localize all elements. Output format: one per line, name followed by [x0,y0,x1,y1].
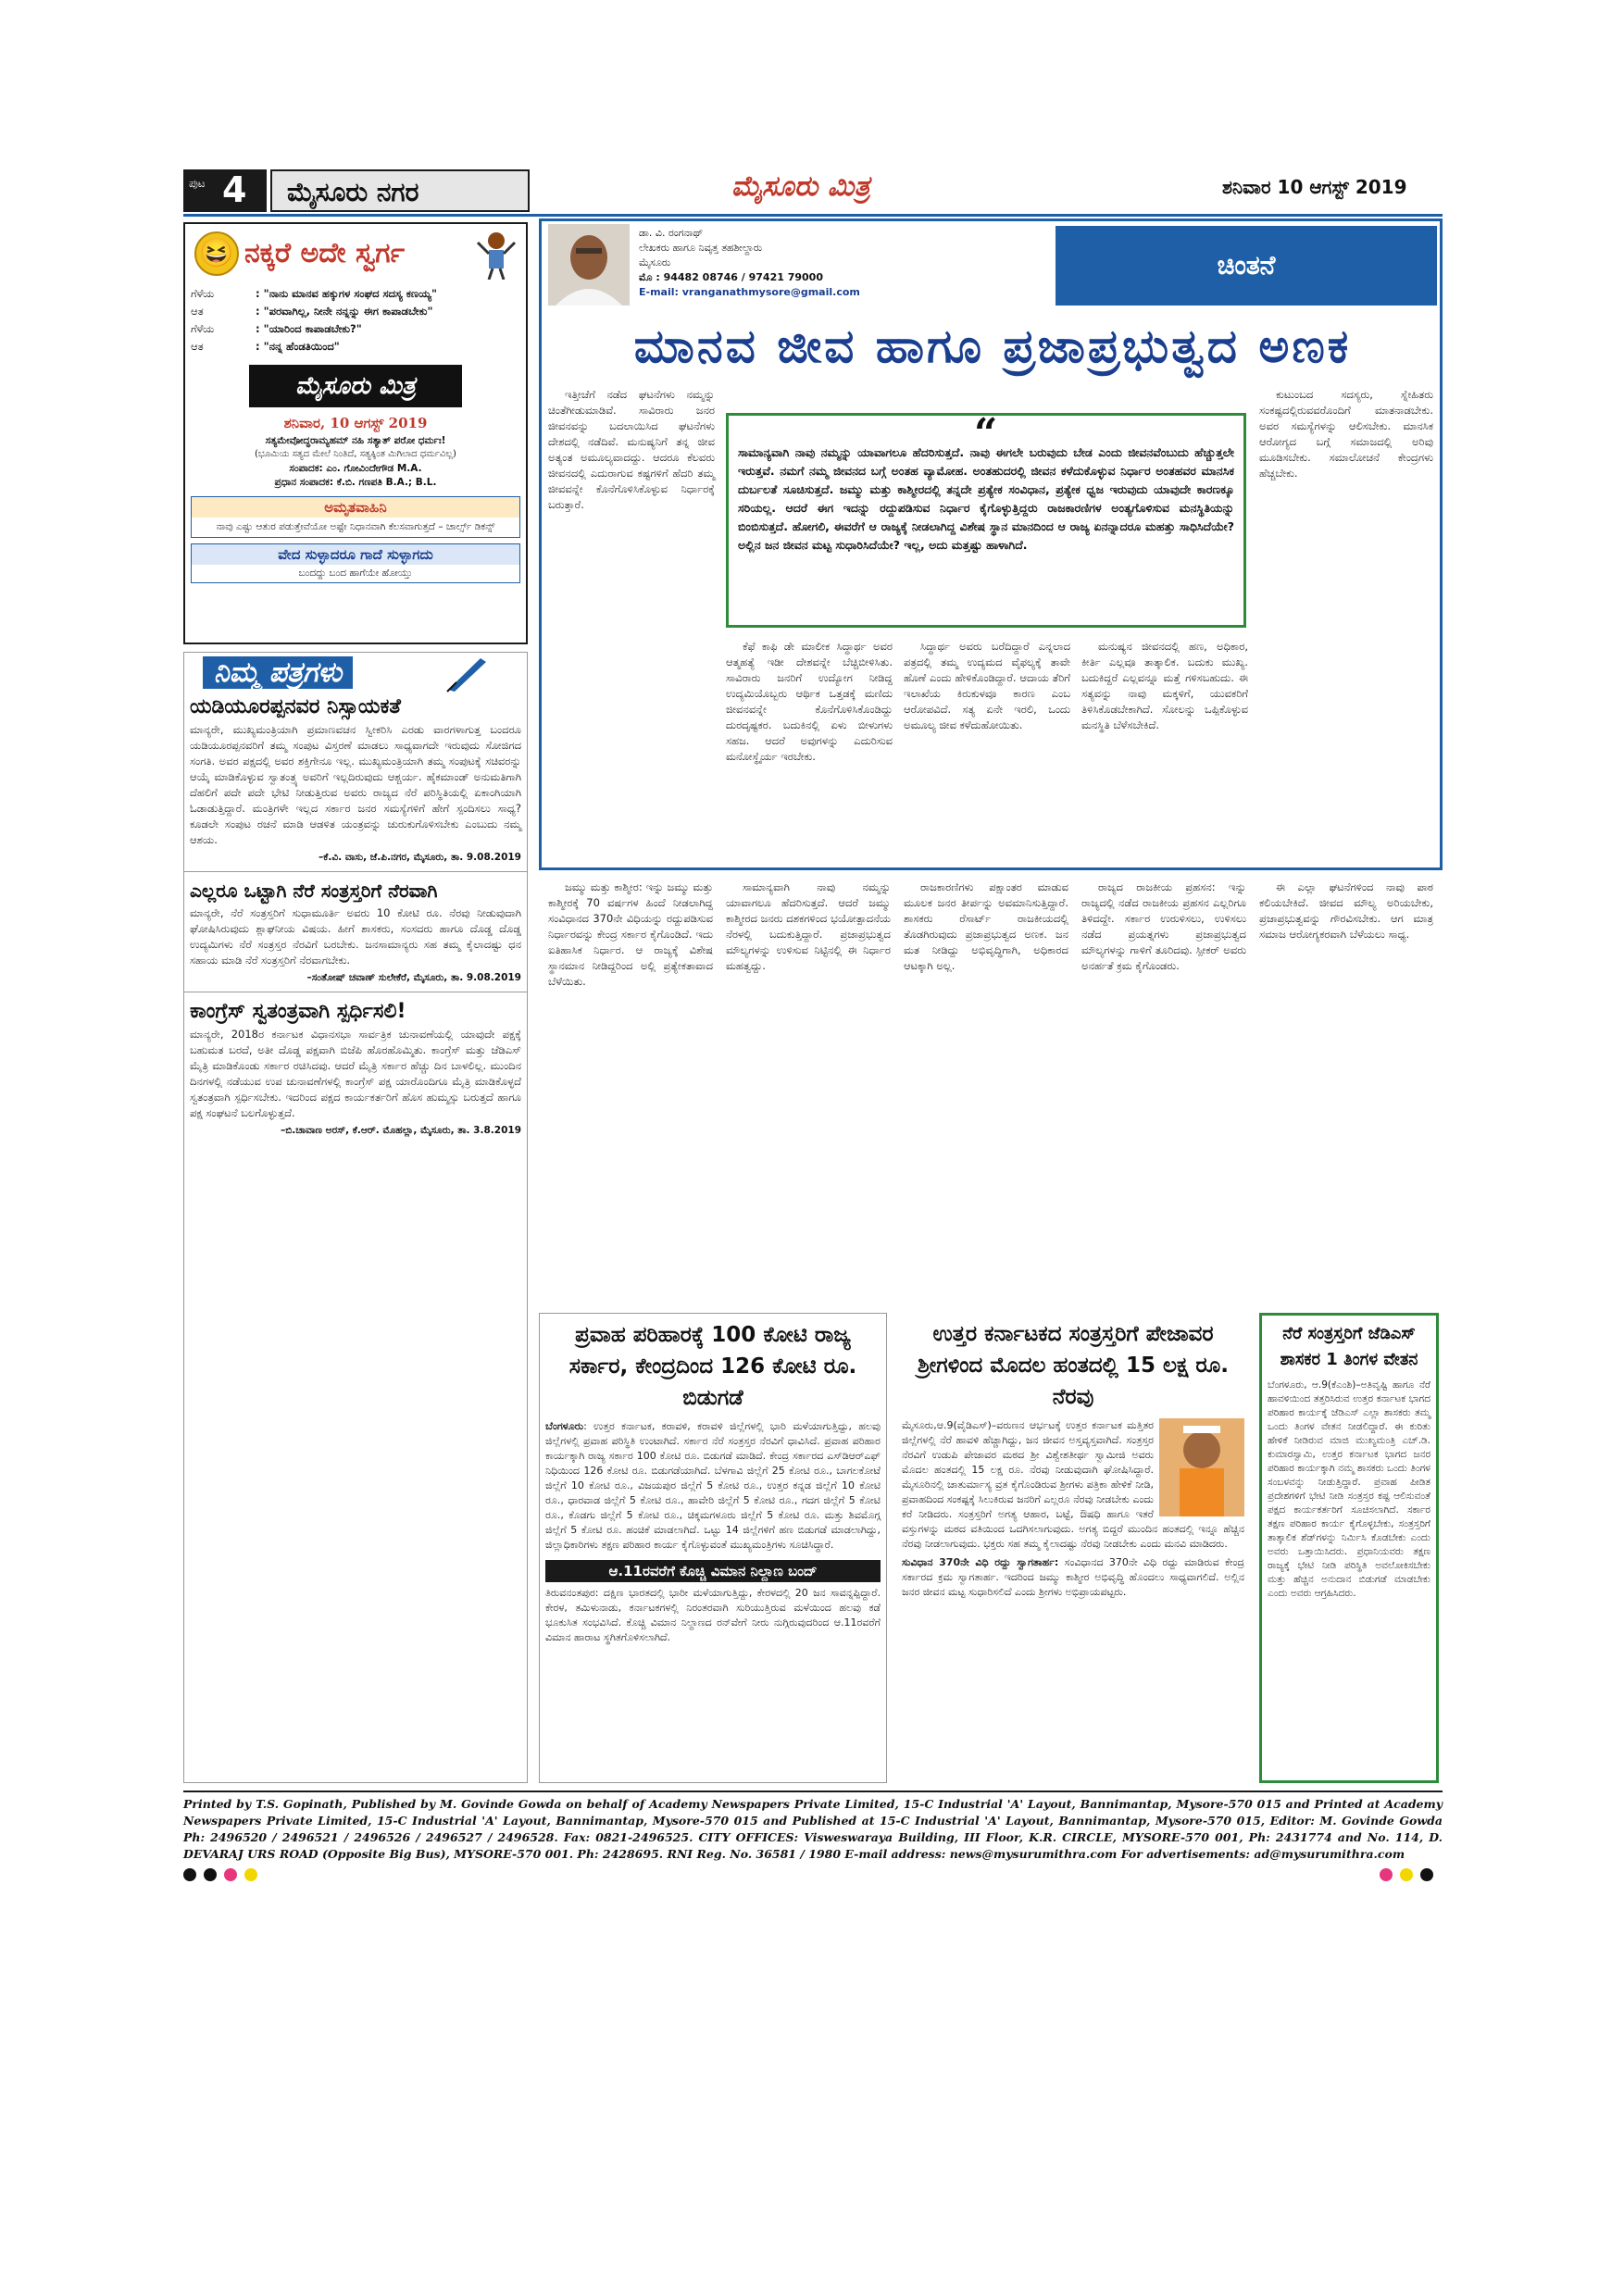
author-email: E-mail: vranganathmysore@gmail.com [639,286,860,298]
editorial-col-4 [1081,639,1248,733]
sidebar-chief-editor: ಪ್ರಧಾನ ಸಂಪಾದಕ: ಕೆ.ಬಿ. ಗಣಪತಿ B.A.; B.L. [274,477,437,488]
swamiji-photo [1159,1418,1244,1516]
sidebar-motto: ಸತ್ಯಮೇವೋದ್ಧರಾಮ್ಯಹಮ್ ನಹಿ ಸತ್ಯಾತ್ ಪರೋ ಧರ್ಮಃ! [265,435,446,446]
letter-2-signature: –ಸಂತೋಷ್ ಚವಾಣ್ ಸುಲೇಕೆರೆ, ಮೈಸೂರು, ತಾ. 9.08.2019 [306,972,521,983]
editorial-paragraph: ಸಾಮಾನ್ಯವಾಗಿ ನಾವು ನಮ್ಮನ್ನು ಯಾವಾಗಲೂ ಹೆದರಿಸುತ್ತದೆ. ಆದರೆ ಜಮ್ಮು ಕಾಶ್ಮೀರದ ಜನರು ದಶಕಗಳಿಂದ ಭಯೋತ್ಪಾದನೆಯ ನೆರಳಲ್ಲಿ ಬದುಕುತ್ತಿದ್ದಾರೆ. ಪ್ರಜಾಪ್ರಭುತ್ವದ ಮೌಲ್ಯಗಳನ್ನು ಉಳಿಸುವ ನಿಟ್ಟಿನಲ್ಲಿ ಈ ನಿರ್ಧಾರ ಮಹತ್ವದ್ದು. [726,880,891,972]
quote-mark-icon: “ [974,410,998,457]
letter-2-title: ಎಲ್ಲರೂ ಒಟ್ಟಾಗಿ ನೆರೆ ಸಂತ್ರಸ್ತರಿಗೆ ನೆರವಾಗಿ [190,880,438,902]
news-2-sub-body: ಸಂವಿಧಾನದ 370ನೇ ವಿಧಿ ರದ್ದು ಮಾಡಿರುವ ಕೇಂದ್ರ ಸರ್ಕಾರದ ಕ್ರಮ ಸ್ವಾಗತಾರ್ಹ. ಇದರಿಂದ ಜಮ್ಮು ಕಾಶ್ಮೀರ ಅಭಿವೃದ್ಧಿ ಹೊಂದಲು ಸಾಧ್ಯವಾಗಲಿದೆ. ಅಲ್ಲಿನ ಜನರ ಜೀವನ ಮಟ್ಟ ಸುಧಾರಿಸಲಿದೆ ಎಂದು ಶ್ರೀಗಳು ಅಭಿಪ್ರಾಯಪಟ್ಟರು. [902,1556,1245,1598]
author-phone: ಮೊ : 94482 08746 / 97421 79000 [639,271,823,283]
sidebar-masthead: ಮೈಸೂರು ಮಿತ್ರ [249,365,462,407]
news-1-sub-headline: ಆ.11ರವರೆಗೆ ಕೊಚ್ಚಿ ವಿಮಾನ ನಿಲ್ದಾಣ ಬಂದ್ [545,1560,881,1582]
laughing-face-icon: 😆 [194,231,239,276]
proverb-box [191,543,520,583]
editorial-col-1 [548,387,715,513]
registration-dot [183,1868,196,1881]
news-1-dateline: ಬೆಂಗಳೂರು [545,1420,584,1432]
author-desc: ಲೇಖಕರು ಹಾಗೂ ನಿವೃತ್ತ ತಹಶೀಲ್ದಾರು [639,242,763,254]
footer-rule [183,1791,1443,1792]
joke-speaker: ಗೆಳೆಯ [191,287,215,300]
editorial-col-4b [1081,880,1246,974]
news-1-body-text: ಉತ್ತರ ಕರ್ನಾಟಕ, ಕರಾವಳಿ, ಕರಾವಳಿ ಜಿಲ್ಲೆಗಳಲ್ಲಿ ಭಾರಿ ಮಳೆಯಾಗುತ್ತಿದ್ದು, ಹಲವು ಜಿಲ್ಲೆಗಳಲ್ಲಿ ಪ್ರವಾಹ ಪರಿಸ್ಥಿತಿ ಉಂಟಾಗಿದೆ. ಸರ್ಕಾರ ನೆರೆ ಸಂತ್ರಸ್ತರ ನೆರವಿಗೆ ಧಾವಿಸಿದೆ. ಪ್ರವಾಹ ಪರಿಹಾರ ಕಾರ್ಯಕ್ಕಾಗಿ ರಾಜ್ಯ ಸರ್ಕಾರ 100 ಕೋಟಿ ರೂ. ಬಿಡುಗಡೆ ಮಾಡಿದೆ. ಕೇಂದ್ರ ಸರ್ಕಾರದ ಎಸ್‌ಡಿಆರ್‌ಎಫ್ ನಿಧಿಯಿಂದ 126 ಕೋಟಿ ರೂ. ಬಿಡುಗಡೆಯಾಗಿದೆ. ಬೆಳಗಾವಿ ಜಿಲ್ಲೆಗೆ 25 ಕೋಟಿ ರೂ., ಬಾಗಲಕೋಟೆ ಜಿಲ್ಲೆಗೆ 10 ಕೋಟಿ ರೂ., ವಿಜಯಪುರ ಜಿಲ್ಲೆಗೆ 5 ಕೋಟಿ ರೂ., ಉತ್ತರ ಕನ್ನಡ ಜಿಲ್ಲೆಗೆ 10 ಕೋಟಿ ರೂ., ಧಾರವಾಡ ಜಿಲ್ಲೆಗೆ 5 ಕೋಟಿ ರೂ., ಹಾವೇರಿ ಜಿಲ್ಲೆಗೆ 5 ಕೋಟಿ ರೂ., ಗದಗ ಜಿಲ್ಲೆಗೆ 5 ಕೋಟಿ ರೂ., ಕೊಡಗು ಜಿಲ್ಲೆಗೆ 5 ಕೋಟಿ ರೂ., ಚಿಕ್ಕಮಗಳೂರು ಜಿಲ್ಲೆಗೆ 5 ಕೋಟಿ ರೂ. ಮತ್ತು ಶಿವಮೊಗ್ಗ ಜಿಲ್ಲೆಗೆ 5 ಕೋಟಿ ರೂ. ಹಂಚಿಕೆ ಮಾಡಲಾಗಿದೆ. ಒಟ್ಟು 14 ಜಿಲ್ಲೆಗಳಿಗೆ ಹಣ ಬಿಡುಗಡೆ ಮಾಡಲಾಗಿದ್ದು, ಜಿಲ್ಲಾಧಿಕಾರಿಗಳು ತಕ್ಷಣ ಪರಿಹಾರ ಕಾರ್ಯ ಕೈಗೊಳ್ಳುವಂತೆ ಮುಖ್ಯಮಂತ್ರಿಗಳು ಸೂಚಿಸಿದ್ದಾರೆ. [545,1420,881,1551]
quote-text: ನಾವು ಎಷ್ಟು ಆತುರ ಪಡುತ್ತೇವೆಯೋ ಅಷ್ಟೇ ನಿಧಾನವಾಗಿ ಕೆಲಸವಾಗುತ್ತದೆ – ಚಾರ್ಲ್ಸ್ ಡಿಕನ್ಸ್ [216,521,495,532]
joke-line [191,285,520,303]
page-number-box [183,169,267,212]
news-1-headline: ಪ್ರವಾಹ ಪರಿಹಾರಕ್ಕೆ 100 ಕೋಟಿ ರಾಜ್ಯ ಸರ್ಕಾರ, ಕೇಂದ್ರದಿಂದ 126 ಕೋಟಿ ರೂ. ಬಿಡುಗಡೆ [568,1323,857,1410]
pullquote-box [726,410,1246,628]
joke-line [191,320,520,338]
letter-1-title: ಯಡಿಯೂರಪ್ಪನವರ ನಿಸ್ಸಾಯಕತೆ [190,695,401,718]
section-title-text: ಮೈಸೂರು ನಗರ [287,177,419,207]
editorial-paragraph: ಕೆಫೆ ಕಾಫಿ ಡೇ ಮಾಲೀಕ ಸಿದ್ಧಾರ್ಥ ಅವರ ಆತ್ಮಹತ್ಯೆ ಇಡೀ ದೇಶವನ್ನೇ ಬೆಚ್ಚಿಬೀಳಿಸಿತು. ಸಾವಿರಾರು ಜನರಿಗೆ ಉದ್ಯೋಗ ನೀಡಿದ್ದ ಉದ್ಯಮಿಯೊಬ್ಬರು ಆರ್ಥಿಕ ಒತ್ತಡಕ್ಕೆ ಮಣಿದು ಜೀವನವನ್ನೇ ಕೊನೆಗೊಳಿಸಿಕೊಂಡಿದ್ದು ದುರದೃಷ್ಟಕರ. ಬದುಕಿನಲ್ಲಿ ಏಳು ಬೀಳುಗಳು ಸಹಜ. ಆದರೆ ಅವುಗಳನ್ನು ಎದುರಿಸುವ ಮನೋಸ್ಥೈರ್ಯ ಇರಬೇಕು. [726,640,893,763]
letter-1 [184,695,527,864]
registration-dot [1400,1868,1413,1881]
editorial-col-2b [726,880,891,974]
joke-lines [191,285,520,356]
editorial-paragraph: ಮನುಷ್ಯನ ಜೀವನದಲ್ಲಿ ಹಣ, ಅಧಿಕಾರ, ಕೀರ್ತಿ ಎಲ್ಲವೂ ತಾತ್ಕಾಲಿಕ. ಬದುಕು ಮುಖ್ಯ. ಬದುಕಿದ್ದರೆ ಎಲ್ಲವನ್ನೂ ಮತ್ತೆ ಗಳಿಸಬಹುದು. ಈ ಸತ್ಯವನ್ನು ನಾವು ಮಕ್ಕಳಿಗೆ, ಯುವಕರಿಗೆ ತಿಳಿಸಿಕೊಡಬೇಕಾಗಿದೆ. ಸೋಲನ್ನು ಒಪ್ಪಿಕೊಳ್ಳುವ ಮನಸ್ಥಿತಿ ಬೆಳೆಸಬೇಕಿದೆ. [1081,640,1248,731]
page-number: 4 [222,169,247,210]
letters-column [183,652,528,1783]
page-label: ಪುಟ [189,177,206,190]
joke-header [191,230,520,283]
registration-dot [244,1868,257,1881]
news-1-sub-body: ತಿರುವನಂತಪುರ: ದಕ್ಷಿಣ ಭಾರತದಲ್ಲಿ ಭಾರೀ ಮಳೆಯಾಗುತ್ತಿದ್ದು, ಕೇರಳದಲ್ಲಿ 20 ಜನ ಸಾವನ್ನಪ್ಪಿದ್ದಾರೆ. ಕೇರಳ, ತಮಿಳುನಾಡು, ಕರ್ನಾಟಕಗಳಲ್ಲಿ ನಿರಂತರವಾಗಿ ಸುರಿಯುತ್ತಿರುವ ಮಳೆಯಿಂದ ಹಲವು ಕಡೆ ಭೂಕುಸಿತ ಸಂಭವಿಸಿದೆ. ಕೊಚ್ಚಿ ವಿಮಾನ ನಿಲ್ದಾಣದ ರನ್‌ವೇಗೆ ನೀರು ನುಗ್ಗಿರುವುದರಿಂದ ಆ.11ರವರೆಗೆ ವಿಮಾನ ಹಾರಾಟ ಸ್ಥಗಿತಗೊಳಿಸಲಾಗಿದೆ. [545,1587,881,1643]
header-date: ಶನಿವಾರ 10 ಆಗಸ್ಟ್ 2019 [1222,176,1407,198]
quill-icon [443,655,490,697]
joke-text: : "ನನ್ನ ಹೆಂಡತಿಯಿಂದ" [256,340,340,353]
editorial-col-2 [726,639,893,765]
registration-dot [1380,1868,1393,1881]
letter-3-body: ಮಾನ್ಯರೇ, 2018ರ ಕರ್ನಾಟಕ ವಿಧಾನಸಭಾ ಸಾರ್ವತ್ರಿಕ ಚುನಾವಣೆಯಲ್ಲಿ ಯಾವುದೇ ಪಕ್ಷಕ್ಕೆ ಬಹುಮತ ಬರದೆ, ಅತೀ ದೊಡ್ಡ ಪಕ್ಷವಾಗಿ ಬಿಜೆಪಿ ಹೊರಹೊಮ್ಮಿತು. ಕಾಂಗ್ರೆಸ್ ಮತ್ತು ಜೆಡಿಎಸ್ ಮೈತ್ರಿ ಮಾಡಿಕೊಂಡು ಸರ್ಕಾರ ರಚಿಸಿದವು. ಆದರೆ ಮೈತ್ರಿ ಸರ್ಕಾರ ಹೆಚ್ಚು ದಿನ ಬಾಳಲಿಲ್ಲ. ಮುಂದಿನ ದಿನಗಳಲ್ಲಿ ನಡೆಯುವ ಉಪ ಚುನಾವಣೆಗಳಲ್ಲಿ ಕಾಂಗ್ರೆಸ್ ಪಕ್ಷ ಯಾರೊಂದಿಗೂ ಮೈತ್ರಿ ಮಾಡಿಕೊಳ್ಳದೆ ಸ್ವತಂತ್ರವಾಗಿ ಸ್ಪರ್ಧಿಸಬೇಕು. ಇದರಿಂದ ಪಕ್ಷದ ಕಾರ್ಯಕರ್ತರಿಗೆ ಹೊಸ ಹುಮ್ಮಸ್ಸು ಬರುತ್ತದೆ ಹಾಗೂ ಪಕ್ಷ ಸಂಘಟನೆ ಬಲಗೊಳ್ಳುತ್ತದೆ. [190,1028,521,1119]
editorial-col-3b [904,880,1068,974]
quote-box [191,496,520,538]
editorial-paragraph: ರಾಜ್ಯದ ರಾಜಕೀಯ ಪ್ರಹಸನ: ಇನ್ನು ರಾಜ್ಯದಲ್ಲಿ ನಡೆದ ರಾಜಕೀಯ ಪ್ರಹಸನ ಎಲ್ಲರಿಗೂ ತಿಳಿದದ್ದೇ. ಸರ್ಕಾರ ಉರುಳಿಸಲು, ಉಳಿಸಲು ನಡೆದ ಪ್ರಯತ್ನಗಳು ಪ್ರಜಾಪ್ರಭುತ್ವದ ಮೌಲ್ಯಗಳನ್ನು ಗಾಳಿಗೆ ತೂರಿದವು. ಸ್ಪೀಕರ್ ಅವರು ಅನರ್ಹತೆ ಕ್ರಮ ಕೈಗೊಂಡರು. [1081,880,1246,972]
joke-speaker: ಗೆಳೆಯ [191,322,215,335]
info-box [183,222,528,644]
pullquote-text: ಸಾಮಾನ್ಯವಾಗಿ ನಾವು ನಮ್ಮನ್ನು ಯಾವಾಗಲೂ ಹೆದರಿಸುತ್ತದೆ. ನಾವು ಈಗಲೇ ಬರುವುದು ಬೇಡ ಎಂದು ಜೀವನವೆಂಬುದು ಹೆಚ್ಚುತ್ತಲೇ ಇರುತ್ತವೆ. ನಮಗೆ ನಮ್ಮ ಜೀವನದ ಬಗ್ಗೆ ಅಂತಹ ವ್ಯಾಮೋಹ. ಅಂತಹುದರಲ್ಲಿ ಜೀವನ ಕಳೆದುಕೊಳ್ಳುವ ನಿರ್ಧಾರ ಅಂತಹವರ ಮಾನಸಿಕ ದುರ್ಬಲತೆ ಸೂಚಿಸುತ್ತದೆ. ಜಮ್ಮು ಮತ್ತು ಕಾಶ್ಮೀರದಲ್ಲಿ ತನ್ನದೇ ಪ್ರತ್ಯೇಕ ಸಂವಿಧಾನ, ಪ್ರತ್ಯೇಕ ಧ್ವಜ ಇರುವುದು ಯಾವುದೇ ಕಾರಣಕ್ಕೂ ಸರಿಯಲ್ಲ. ಆದರೆ ಈಗ ಇದನ್ನು ರದ್ದುಪಡಿಸುವ ನಿರ್ಧಾರ ಕೈಗೊಳ್ಳುತ್ತಿದ್ದರು ರಾಜಕಾರಣಿಗಳ ಅಂತ್ಯಗೊಳಿಸುವ ಮನಸ್ಥಿತಿಯನ್ನು ಬಿಂಬಿಸುತ್ತದೆ. ಹೋಗಲಿ, ಈವರೆಗೆ ಆ ರಾಜ್ಯಕ್ಕೆ ನೀಡಲಾಗಿದ್ದ ವಿಶೇಷ ಸ್ಥಾನ ಮಾನದಿಂದ ಆ ರಾಜ್ಯ ಏನನ್ನಾದರೂ ಮಹತ್ತು ಸಾಧಿಸಿದೆಯೇ? ಅಲ್ಲಿನ ಜನ ಜೀವನ ಮಟ್ಟ ಸುಧಾರಿಸಿದೆಯೇ? ಇಲ್ಲ, ಅದು ಮತ್ತಷ್ಟು ಹಾಳಾಗಿದೆ. [738,445,1234,552]
author-name: ಡಾ. ವಿ. ರಂಗನಾಥ್ [639,227,704,239]
news-2-headline: ಉತ್ತರ ಕರ್ನಾಟಕದ ಸಂತ್ರಸ್ತರಿಗೆ ಪೇಜಾವರ ಶ್ರೀಗಳಿಂದ ಮೊದಲ ಹಂತದಲ್ಲಿ 15 ಲಕ್ಷ ರೂ. ನೆರವು [918,1322,1229,1409]
registration-dot [204,1868,217,1881]
sidebar-editor: ಸಂಪಾದಕ: ಎಂ. ಗೋವಿಂದೇಗೌಡ M.A. [289,463,422,474]
proverb-text: ಬಂದದ್ದು ಬಂದ ಹಾಗೆಯೇ ಹೋಯ್ತು [298,568,413,579]
author-city: ಮೈಸೂರು [639,256,671,268]
letter-3 [184,1000,527,1137]
joke-line [191,303,520,320]
editorial-col-3 [904,639,1070,733]
registration-dot [1420,1868,1433,1881]
quote-title: ಅಮೃತವಾಹಿನಿ [192,497,519,518]
joke-line [191,338,520,356]
editorial-col-5 [1259,387,1433,481]
section-title [270,169,530,212]
editorial-paragraph: ರಾಜಕಾರಣಿಗಳು ಪಕ್ಷಾಂತರ ಮಾಡುವ ಮೂಲಕ ಜನರ ತೀರ್ಪನ್ನು ಅವಮಾನಿಸುತ್ತಿದ್ದಾರೆ. ಶಾಸಕರು ರೆಸಾರ್ಟ್ ರಾಜಕೀಯದಲ್ಲಿ ತೊಡಗಿರುವುದು ಪ್ರಜಾಪ್ರಭುತ್ವದ ಅಣಕ. ಜನ ಮತ ನೀಡಿದ್ದು ಅಭಿವೃದ್ಧಿಗಾಗಿ, ಅಧಿಕಾರದ ಆಟಕ್ಕಾಗಿ ಅಲ್ಲ. [904,880,1068,972]
column-name-text: ಚಿಂತನೆ [1217,250,1276,281]
news-1-body: ಬೆಂಗಳೂರು: ಉತ್ತರ ಕರ್ನಾಟಕ, ಕರಾವಳಿ, ಕರಾವಳಿ ಜಿಲ್ಲೆಗಳಲ್ಲಿ ಭಾರಿ ಮಳೆಯಾಗುತ್ತಿದ್ದು, ಹಲವು ಜಿಲ್ಲೆಗಳಲ್ಲಿ ಪ್ರವಾಹ ಪರಿಸ್ಥಿತಿ ಉಂಟಾಗಿದೆ. ಸರ್ಕಾರ ನೆರೆ ಸಂತ್ರಸ್ತರ ನೆರವಿಗೆ ಧಾವಿಸಿದೆ. ಪ್ರವಾಹ ಪರಿಹಾರ ಕಾರ್ಯಕ್ಕಾಗಿ ರಾಜ್ಯ ಸರ್ಕಾರ 100 ಕೋಟಿ ರೂ. ಬಿಡುಗಡೆ ಮಾಡಿದೆ. ಕೇಂದ್ರ ಸರ್ಕಾರದ ಎಸ್‌ಡಿಆರ್‌ಎಫ್ ನಿಧಿಯಿಂದ 126 ಕೋಟಿ ರೂ. ಬಿಡುಗಡೆಯಾಗಿದೆ. ಬೆಳಗಾವಿ ಜಿಲ್ಲೆಗೆ 25 ಕೋಟಿ ರೂ., ಬಾಗಲಕೋಟೆ ಜಿಲ್ಲೆಗೆ 10 ಕೋಟಿ ರೂ., ವಿಜಯಪುರ ಜಿಲ್ಲೆಗೆ 5 ಕೋಟಿ ರೂ., ಉತ್ತರ ಕನ್ನಡ ಜಿಲ್ಲೆಗೆ 10 ಕೋಟಿ ರೂ., ಧಾರವಾಡ ಜಿಲ್ಲೆಗೆ 5 ಕೋಟಿ ರೂ., ಹಾವೇರಿ ಜಿಲ್ಲೆಗೆ 5 ಕೋಟಿ ರೂ., ಗದಗ ಜಿಲ್ಲೆಗೆ 5 ಕೋಟಿ ರೂ., ಕೊಡಗು ಜಿಲ್ಲೆಗೆ 5 ಕೋಟಿ ರೂ., ಚಿಕ್ಕಮಗಳೂರು ಜಿಲ್ಲೆಗೆ 5 ಕೋಟಿ ರೂ. ಮತ್ತು ಶಿವಮೊಗ್ಗ ಜಿಲ್ಲೆಗೆ 5 ಕೋಟಿ ರೂ. ಹಂಚಿಕೆ ಮಾಡಲಾಗಿದೆ. ಒಟ್ಟು 14 ಜಿಲ್ಲೆಗಳಿಗೆ ಹಣ ಬಿಡುಗಡೆ ಮಾಡಲಾಗಿದ್ದು, ಜಿಲ್ಲಾಧಿಕಾರಿಗಳು ತಕ್ಷಣ ಪರಿಹಾರ ಕಾರ್ಯ ಕೈಗೊಳ್ಳುವಂತೆ ಮುಖ್ಯಮಂತ್ರಿಗಳು ಸೂಚಿಸಿದ್ದಾರೆ. [545,1420,881,1551]
editorial-paragraph: ಇತ್ತೀಚೆಗೆ ನಡೆದ ಘಟನೆಗಳು ನಮ್ಮನ್ನು ಚಿಂತೆಗೀಡುಮಾಡಿವೆ. ಸಾವಿರಾರು ಜನರ ಜೀವನವನ್ನು ಬದಲಾಯಿಸಿದ ಘಟನೆಗಳು ದೇಶದಲ್ಲಿ ನಡೆದಿವೆ. ಮನುಷ್ಯನಿಗೆ ತನ್ನ ಜೀವ ಅತ್ಯಂತ ಅಮೂಲ್ಯವಾದದ್ದು. ಆದರೂ ಕೆಲವರು ಜೀವನದಲ್ಲಿ ಎದುರಾಗುವ ಕಷ್ಟಗಳಿಗೆ ಹೆದರಿ ತಮ್ಮ ಜೀವವನ್ನೇ ಕೊನೆಗೊಳಿಸಿಕೊಳ್ಳುವ ನಿರ್ಧಾರಕ್ಕೆ ಬರುತ್ತಾರೆ. [548,388,715,511]
letter-2-body: ಮಾನ್ಯರೇ, ನೆರೆ ಸಂತ್ರಸ್ತರಿಗೆ ಸುಧಾಮೂರ್ತಿ ಅವರು 10 ಕೋಟಿ ರೂ. ನೆರವು ನೀಡುವುದಾಗಿ ಘೋಷಿಸಿರುವುದು ಶ್ಲಾಘನೀಯ ವಿಷಯ. ಹೀಗೆ ಶಾಸಕರು, ಸಂಸದರು ಹಾಗೂ ದೊಡ್ಡ ದೊಡ್ಡ ಉದ್ಯಮಿಗಳು ನೆರೆ ಸಂತ್ರಸ್ತರ ನೆರವಿಗೆ ಬರಬೇಕು. ಜನಸಾಮಾನ್ಯರು ಸಹ ತಮ್ಮ ಕೈಲಾದಷ್ಟು ಧನ ಸಹಾಯ ಮಾಡಿ ನೆರೆ ಸಂತ್ರಸ್ತರಿಗೆ ನೆರವಾಗಬೇಕು. [190,906,521,967]
joke-speaker: ಆತ [191,305,204,318]
joke-text: : "ಪರವಾಗಿಲ್ಲ, ನೀನೇ ನನ್ನನ್ನು ಈಗ ಕಾಪಾಡಬೇಕು" [256,305,433,318]
editorial-col-1b [548,880,713,990]
editorial-headline: ಮಾನವ ಜೀವ ಹಾಗೂ ಪ್ರಜಾಪ್ರಭುತ್ವದ ಅಣಕ [633,319,1352,373]
author-info [639,226,860,300]
news-1 [539,1313,887,1783]
news-2-sub [902,1555,1244,1600]
joke-title: ನಕ್ಕರೆ ಅದೇ ಸ್ವರ್ಗ [244,237,406,269]
news-2-body: ಮೈಸೂರು,ಆ.9(ವೈಡಿಎಸ್)–ವರುಣನ ಆರ್ಭಟಕ್ಕೆ ಉತ್ತರ ಕರ್ನಾಟಕ ಮತ್ತಿತರ ಜಿಲ್ಲೆಗಳಲ್ಲಿ ನೆರೆ ಹಾವಳಿ ಹೆಚ್ಚಾಗಿದ್ದು, ಜನ ಜೀವನ ಅಸ್ತವ್ಯಸ್ತವಾಗಿದೆ. ಸಂತ್ರಸ್ತರ ನೆರವಿಗೆ ಉಡುಪಿ ಪೇಜಾವರ ಮಠದ ಶ್ರೀ ವಿಶ್ವೇಶತೀರ್ಥ ಸ್ವಾಮೀಜಿ ಅವರು ಮೊದಲ ಹಂತದಲ್ಲಿ 15 ಲಕ್ಷ ರೂ. ನೆರವು ನೀಡುವುದಾಗಿ ಘೋಷಿಸಿದ್ದಾರೆ. ಮೈಸೂರಿನಲ್ಲಿ ಚಾತುರ್ಮಾಸ್ಯ ವ್ರತ ಕೈಗೊಂಡಿರುವ ಶ್ರೀಗಳು ಪತ್ರಿಕಾ ಹೇಳಿಕೆ ನೀಡಿ, ಪ್ರವಾಹದಿಂದ ಸಂಕಷ್ಟಕ್ಕೆ ಸಿಲುಕಿರುವ ಜನರಿಗೆ ಎಲ್ಲರೂ ನೆರವು ನೀಡಬೇಕು ಎಂದು ಕರೆ ನೀಡಿದರು. ಸಂತ್ರಸ್ತರಿಗೆ ಅಗತ್ಯ ಆಹಾರ, ಬಟ್ಟೆ, ಔಷಧಿ ಹಾಗೂ ಇತರೆ ವಸ್ತುಗಳನ್ನು ಮಠದ ವತಿಯಿಂದ ಒದಗಿಸಲಾಗುವುದು. ಅಗತ್ಯ ಬಿದ್ದರೆ ಮುಂದಿನ ಹಂತದಲ್ಲಿ ಇನ್ನೂ ಹೆಚ್ಚಿನ ನೆರವು ನೀಡಲಾಗುವುದು. ಭಕ್ತರು ಸಹ ತಮ್ಮ ಕೈಲಾದಷ್ಟು ನೆರವು ನೀಡಬೇಕು ಎಂದು ಮನವಿ ಮಾಡಿದರು. [902,1419,1244,1550]
sidebar-date: ಶನಿವಾರ, 10 ಆಗಸ್ಟ್ 2019 [283,415,428,431]
news-3-body: ಬೆಂಗಳೂರು, ಆ.9(ಕೆಎಂಶಿ)–ಅತಿವೃಷ್ಟಿ ಹಾಗೂ ನೆರೆ ಹಾವಳಿಯಿಂದ ತತ್ತರಿಸಿರುವ ಉತ್ತರ ಕರ್ನಾಟಕ ಭಾಗದ ಪರಿಹಾರ ಕಾರ್ಯಕ್ಕೆ ಜೆಡಿಎಸ್ ಎಲ್ಲಾ ಶಾಸಕರು ತಮ್ಮ ಒಂದು ತಿಂಗಳ ವೇತನ ನೀಡಲಿದ್ದಾರೆ. ಈ ಕುರಿತು ಹೇಳಿಕೆ ನೀಡಿರುವ ಮಾಜಿ ಮುಖ್ಯಮಂತ್ರಿ ಎಚ್.ಡಿ. ಕುಮಾರಸ್ವಾಮಿ, ಉತ್ತರ ಕರ್ನಾಟಕ ಭಾಗದ ಜನರ ಪರಿಹಾರ ಕಾರ್ಯಕ್ಕಾಗಿ ನಮ್ಮ ಶಾಸಕರು ಒಂದು ತಿಂಗಳ ಸಂಬಳವನ್ನು ನೀಡುತ್ತಿದ್ದಾರೆ. ಪ್ರವಾಹ ಪೀಡಿತ ಪ್ರದೇಶಗಳಿಗೆ ಭೇಟಿ ನೀಡಿ ಸಂತ್ರಸ್ತರ ಕಷ್ಟ ಆಲಿಸುವಂತೆ ಪಕ್ಷದ ಕಾರ್ಯಕರ್ತರಿಗೆ ಸೂಚಿಸಲಾಗಿದೆ. ಸರ್ಕಾರ ತಕ್ಷಣ ಪರಿಹಾರ ಕಾರ್ಯ ಕೈಗೊಳ್ಳಬೇಕು, ಸಂತ್ರಸ್ತರಿಗೆ ತಾತ್ಕಾಲಿಕ ಶೆಡ್‌ಗಳನ್ನು ನಿರ್ಮಿಸಿ ಕೊಡಬೇಕು ಎಂದು ಅವರು ಒತ್ತಾಯಿಸಿದರು. ಪ್ರಧಾನಿಯವರು ತಕ್ಷಣ ರಾಜ್ಯಕ್ಕೆ ಭೇಟಿ ನೀಡಿ ಪರಿಸ್ಥಿತಿ ಅವಲೋಕಿಸಬೇಕು ಮತ್ತು ಹೆಚ್ಚಿನ ಅನುದಾನ ಬಿಡುಗಡೆ ಮಾಡಬೇಕು ಎಂದು ಅವರು ಆಗ್ರಹಿಸಿದರು. [1268,1379,1430,1599]
letter-1-signature: –ಕೆ.ವಿ. ವಾಸು, ಜೆ.ಪಿ.ನಗರ, ಮೈಸೂರು, ತಾ. 9.08.2019 [318,852,521,863]
letter-2 [184,880,527,984]
sidebar-motto-translation: (ಭೂಮಿಯ ಸತ್ಯದ ಮೇಲೆ ನಿಂತಿದೆ, ಸತ್ಯಕ್ಕಿಂತ ಮಿಗಿಲಾದ ಧರ್ಮವಿಲ್ಲ) [255,449,456,459]
editorial-col-5b [1259,880,1433,942]
letter-3-signature: –ಬಿ.ಚಾವಾಣ ಅರಸ್, ಕೆ.ಆರ್. ಮೊಹಲ್ಲಾ, ಮೈಸೂರು, ತಾ. 3.8.2019 [280,1125,521,1136]
cartoon-figure-icon [476,230,517,280]
news-3 [1259,1313,1439,1783]
joke-text: : "ನಾನು ಮಾನವ ಹಕ್ಕುಗಳ ಸಂಘದ ಸದಸ್ಯ ಕಣಯ್ಯ" [256,287,437,300]
joke-speaker: ಆತ [191,340,204,353]
header-rule [183,214,1443,217]
divider [184,871,527,872]
letter-1-body: ಮಾನ್ಯರೇ, ಮುಖ್ಯಮಂತ್ರಿಯಾಗಿ ಪ್ರಮಾಣವಚನ ಸ್ವೀಕರಿಸಿ ಎರಡು ವಾರಗಳಾಗುತ್ತ ಬಂದರೂ ಯಡಿಯೂರಪ್ಪನವರಿಗೆ ತಮ್ಮ ಸಂಪುಟ ವಿಸ್ತರಣೆ ಮಾಡಲು ಸಾಧ್ಯವಾಗದೇ ಇರುವುದು ಸೋಜಿಗದ ಸಂಗತಿ. ಅವರ ಪಕ್ಷದಲ್ಲಿ ಅವರ ಶಕ್ತಿಗೇನೂ ಇಲ್ಲ. ಮುಖ್ಯಮಂತ್ರಿಯಾಗಿ ತಮ್ಮ ಸಂಪುಟಕ್ಕೆ ಸಚಿವರನ್ನು ಆಯ್ಕೆ ಮಾಡಿಕೊಳ್ಳುವ ಸ್ವಾತಂತ್ರ್ಯ ಅವರಿಗೆ ಇಲ್ಲದಿರುವುದು ಆಶ್ಚರ್ಯ. ಹೈಕಮಾಂಡ್ ಅನುಮತಿಗಾಗಿ ದೆಹಲಿಗೆ ಪದೇ ಪದೇ ಭೇಟಿ ನೀಡುತ್ತಿರುವ ಅವರು ರಾಜ್ಯದ ನೆರೆ ಪರಿಸ್ಥಿತಿಯಲ್ಲಿ ಏಕಾಂಗಿಯಾಗಿ ಓಡಾಡುತ್ತಿದ್ದಾರೆ. ಮಂತ್ರಿಗಳೇ ಇಲ್ಲದ ಸರ್ಕಾರ ಜನರ ಸಮಸ್ಯೆಗಳಿಗೆ ಹೇಗೆ ಸ್ಪಂದಿಸಲು ಸಾಧ್ಯ? ಕೂಡಲೇ ಸಂಪುಟ ರಚನೆ ಮಾಡಿ ಆಡಳಿತ ಯಂತ್ರವನ್ನು ಚುರುಕುಗೊಳಿಸಬೇಕು ಎಂಬುದು ನಮ್ಮ ಆಶಯ. [190,723,521,846]
header-masthead: ಮೈಸೂರು ಮಿತ್ರ [731,170,870,203]
editorial-paragraph: ಸಿದ್ಧಾರ್ಥ ಅವರು ಬರೆದಿದ್ದಾರೆ ಎನ್ನಲಾದ ಪತ್ರದಲ್ಲಿ ತಮ್ಮ ಉದ್ಯಮದ ವೈಫಲ್ಯಕ್ಕೆ ತಾವೇ ಹೊಣೆ ಎಂದು ಹೇಳಿಕೊಂಡಿದ್ದಾರೆ. ಆದಾಯ ತೆರಿಗೆ ಇಲಾಖೆಯ ಕಿರುಕುಳವೂ ಕಾರಣ ಎಂಬ ಆರೋಪವಿದೆ. ಸತ್ಯ ಏನೇ ಇರಲಿ, ಒಂದು ಅಮೂಲ್ಯ ಜೀವ ಕಳೆದುಹೋಯಿತು. [904,640,1070,731]
news-2 [896,1313,1250,1783]
news-2-sub-title: ಸುವಿಧಾನ 370ನೇ ವಿಧಿ ರದ್ದು ಸ್ವಾಗತಾರ್ಹ: [902,1556,1059,1568]
registration-dot [224,1868,237,1881]
letter-3-title: ಕಾಂಗ್ರೆಸ್ ಸ್ವತಂತ್ರವಾಗಿ ಸ್ಪರ್ಧಿಸಲಿ! [190,1000,406,1023]
joke-text: : "ಯಾರಿಂದ ಕಾಪಾಡಬೇಕು?" [256,322,362,335]
editorial-paragraph: ಕುಟುಂಬದ ಸದಸ್ಯರು, ಸ್ನೇಹಿತರು ಸಂಕಷ್ಟದಲ್ಲಿರುವವರೊಂದಿಗೆ ಮಾತನಾಡಬೇಕು. ಅವರ ಸಮಸ್ಯೆಗಳನ್ನು ಆಲಿಸಬೇಕು. ಮಾನಸಿಕ ಆರೋಗ್ಯದ ಬಗ್ಗೆ ಸಮಾಜದಲ್ಲಿ ಅರಿವು ಮೂಡಿಸಬೇಕು. ಸಮಾಲೋಚನೆ ಕೇಂದ್ರಗಳು ಹೆಚ್ಚಬೇಕು. [1259,388,1433,480]
news-3-headline: ನೆರೆ ಸಂತ್ರಸ್ತರಿಗೆ ಜೆಡಿಎಸ್ ಶಾಸಕರ 1 ತಿಂಗಳ ವೇತನ [1280,1324,1418,1369]
editorial-paragraph: ಈ ಎಲ್ಲಾ ಘಟನೆಗಳಿಂದ ನಾವು ಪಾಠ ಕಲಿಯಬೇಕಿದೆ. ಜೀವದ ಮೌಲ್ಯ ಅರಿಯಬೇಕು, ಪ್ರಜಾಪ್ರಭುತ್ವವನ್ನು ಗೌರವಿಸಬೇಕು. ಆಗ ಮಾತ್ರ ಸಮಾಜ ಆರೋಗ್ಯಕರವಾಗಿ ಬೆಳೆಯಲು ಸಾಧ್ಯ. [1259,880,1433,941]
footer-imprint: Printed by T.S. Gopinath, Published by M. Govinde Gowda on behalf of Academy Newspapers Private Limited, 15-C Industrial 'A' Layout, Bannimantap, Mysore-570 015 and Printed at Academy Newspapers Private Limited, 15-C Industrial 'A' Layout, Bannimantap, Mysore-570 015 and Published at 15-C Industrial 'A' Layout, Bannimantap, Mysore-570 015, Editor: M. Govinde Gowda Ph: 2496520 / 2496521 / 2496526 / 2496527 / 2496528. Fax: 0821-2496525. CITY OFFICES: Visweswaraya Building, III Floor, K.R. CIRCLE, MYSORE-570 001, Ph: 2431774 and No. 114, D. DEVARAJ URS ROAD (Opposite Big Bus), MYSORE-570 001. Ph: 2428695. RNI Reg. No. 36581 / 1980 E-mail address: news@mysurumithra.com For advertisements: ad@mysurumithra.com [183,1797,1443,1861]
proverb-title: ವೇದ ಸುಳ್ಳಾದರೂ ಗಾದೆ ಸುಳ್ಳಾಗದು [192,544,519,565]
editorial-paragraph: ಜಮ್ಮು ಮತ್ತು ಕಾಶ್ಮೀರ: ಇನ್ನು ಜಮ್ಮು ಮತ್ತು ಕಾಶ್ಮೀರಕ್ಕೆ 70 ವರ್ಷಗಳ ಹಿಂದೆ ನೀಡಲಾಗಿದ್ದ ಸಂವಿಧಾನದ 370ನೇ ವಿಧಿಯನ್ನು ರದ್ದುಪಡಿಸುವ ನಿರ್ಧಾರವನ್ನು ಕೇಂದ್ರ ಸರ್ಕಾರ ಕೈಗೊಂಡಿದೆ. ಇದು ಐತಿಹಾಸಿಕ ನಿರ್ಧಾರ. ಆ ರಾಜ್ಯಕ್ಕೆ ವಿಶೇಷ ಸ್ಥಾನಮಾನ ನೀಡಿದ್ದರಿಂದ ಅಲ್ಲಿ ಪ್ರತ್ಯೇಕತಾವಾದ ಬೆಳೆಯಿತು. [548,880,713,988]
author-photo [548,224,630,306]
letters-banner-text: ನಿಮ್ಮ ಪತ್ರಗಳು [203,656,353,689]
letters-banner [184,653,527,695]
column-name [1056,226,1437,306]
